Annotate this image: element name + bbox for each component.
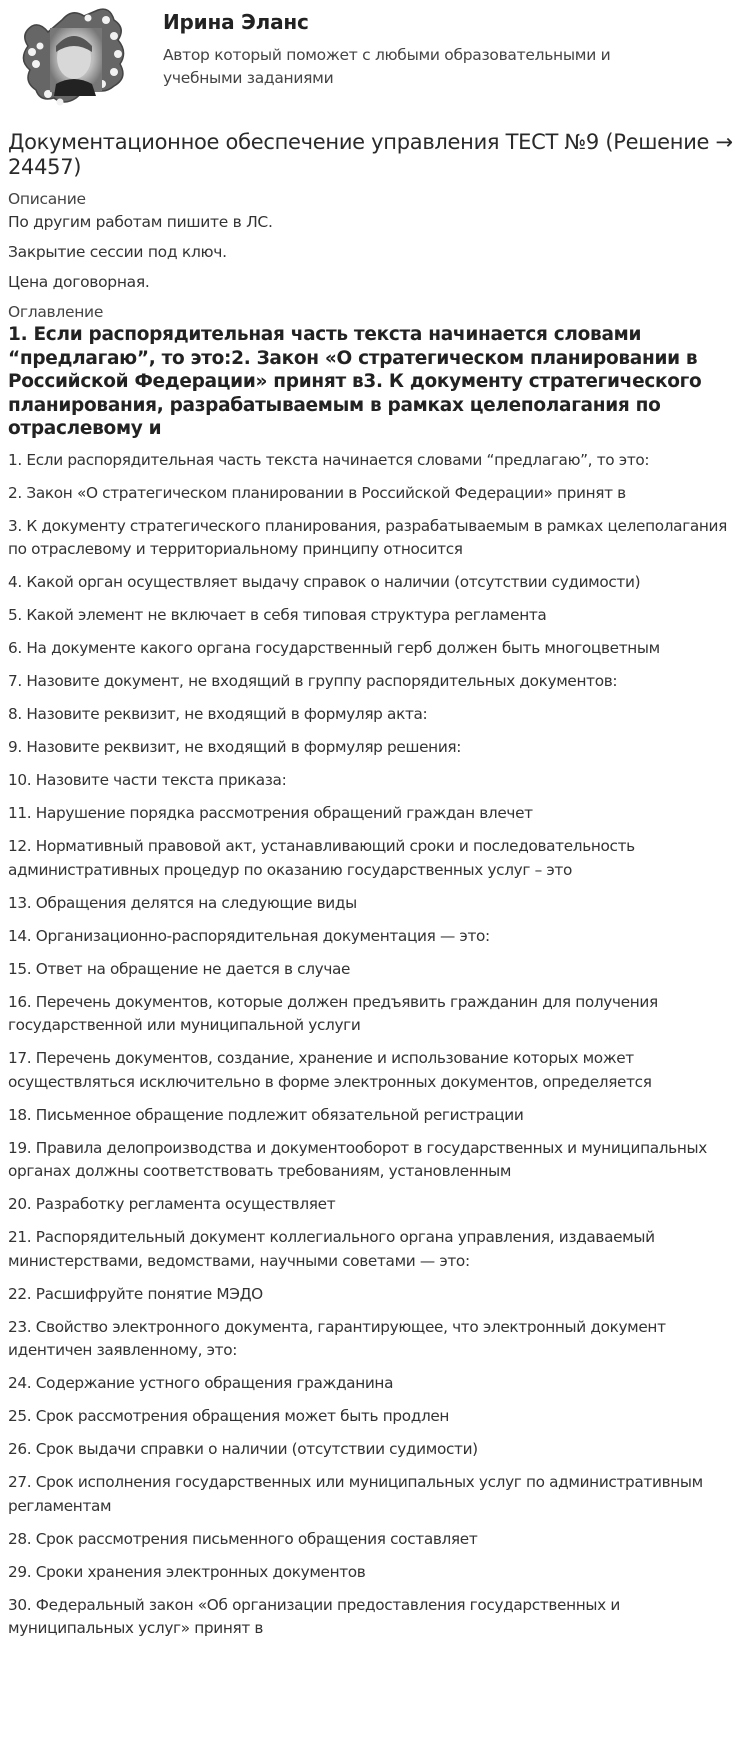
question-item: 15. Ответ на обращение не дается в случае xyxy=(8,959,351,978)
question-item: 6. На документе какого органа государственный герб должен быть многоцветным xyxy=(8,639,660,657)
question-item: 29. Сроки хранения электронных документов xyxy=(8,1562,366,1581)
question-item: 11. Нарушение порядка рассмотрения обращений граждан влечет xyxy=(8,804,533,822)
description-paragraph: Закрытие сессии под ключ. xyxy=(8,243,227,261)
question-item: 10. Назовите части текста приказа: xyxy=(8,771,287,789)
question-item: 19. Правила делопроизводства и документооборот в государственных и муниципальных органах должны соответствовать требованиям, установленным xyxy=(8,1138,707,1180)
description-paragraph: Цена договорная. xyxy=(8,273,150,291)
question-item: 20. Разработку регламента осуществляет xyxy=(8,1195,336,1213)
question-item: 8. Назовите реквизит, не входящий в формуляр акта: xyxy=(8,705,428,723)
question-item: 23. Свойство электронного документа, гарантирующее, что электронный документ идентичен заявленному, это: xyxy=(8,1317,666,1359)
question-item: 14. Организационно-распорядительная документация — это: xyxy=(8,926,490,945)
question-item: 22. Расшифруйте понятие МЭДО xyxy=(8,1284,263,1303)
question-item: 16. Перечень документов, которые должен предъявить гражданин для получения государственной или муниципальной услуги xyxy=(8,992,658,1034)
question-item: 9. Назовите реквизит, не входящий в формуляр решения: xyxy=(8,738,462,756)
question-item: 24. Содержание устного обращения гражданина xyxy=(8,1374,394,1392)
question-item: 21. Распорядительный документ коллегиального органа управления, издаваемый министерствами, ведомствами, научными советами — это: xyxy=(8,1228,655,1270)
author-card xyxy=(8,0,742,112)
question-item: 28. Срок рассмотрения письменного обращения составляет xyxy=(8,1529,478,1548)
question-item: 27. Срок исполнения государственных или муниципальных услуг по административным регламентам xyxy=(8,1473,703,1515)
description-label: Описание xyxy=(8,190,86,208)
question-item: 13. Обращения делятся на следующие виды xyxy=(8,893,357,912)
question-item: 26. Срок выдачи справки о наличии (отсутствии судимости) xyxy=(8,1440,478,1458)
question-item: 12. Нормативный правовой акт, устанавливающий сроки и последовательность административных процедур по оказанию государственных услуг – это xyxy=(8,837,635,879)
question-list xyxy=(8,449,742,1651)
author-avatar[interactable] xyxy=(14,6,132,106)
question-item: 17. Перечень документов, создание, хранение и использование которых может осуществляться исключительно в форме электронных документов, определяется xyxy=(8,1049,652,1091)
page-title: Документационное обеспечение управления ТЕСТ №9 (Решение → 24457) xyxy=(8,130,733,179)
toc-heading: 1. Если распорядительная часть текста начинается словами “предлагаю”, то это:2. Закон «О стратегическом планировании в Российской Федерации» принят в3. К документу стратегического планирования, разрабатываемым в рамках целеполагания по отраслевому и xyxy=(8,324,702,439)
author-name[interactable]: Ирина Эланс xyxy=(163,10,309,34)
question-item: 25. Срок рассмотрения обращения может быть продлен xyxy=(8,1407,450,1425)
question-item: 5. Какой элемент не включает в себя типовая структура регламента xyxy=(8,606,547,624)
question-item: 2. Закон «О стратегическом планировании в Российской Федерации» принят в xyxy=(8,483,626,502)
question-item: 30. Федеральный закон «Об организации предоставления государственных и муниципальных услуг» принят в xyxy=(8,1595,620,1637)
question-item: 1. Если распорядительная часть текста начинается словами “предлагаю”, то это: xyxy=(8,450,650,469)
question-item: 18. Письменное обращение подлежит обязательной регистрации xyxy=(8,1105,524,1124)
author-description: Автор который поможет с любыми образовательными и учебными заданиями xyxy=(163,46,611,87)
description-paragraph: По другим работам пишите в ЛС. xyxy=(8,213,273,231)
toc-label: Оглавление xyxy=(8,303,104,321)
question-item: 7. Назовите документ, не входящий в группу распорядительных документов: xyxy=(8,672,618,690)
question-item: 4. Какой орган осуществляет выдачу справок о наличии (отсутствии судимости) xyxy=(8,573,641,591)
avatar-photo-icon xyxy=(14,6,132,106)
question-item: 3. К документу стратегического планирования, разрабатываемым в рамках целеполагания по отраслевому и территориальному принципу относится xyxy=(8,516,728,558)
